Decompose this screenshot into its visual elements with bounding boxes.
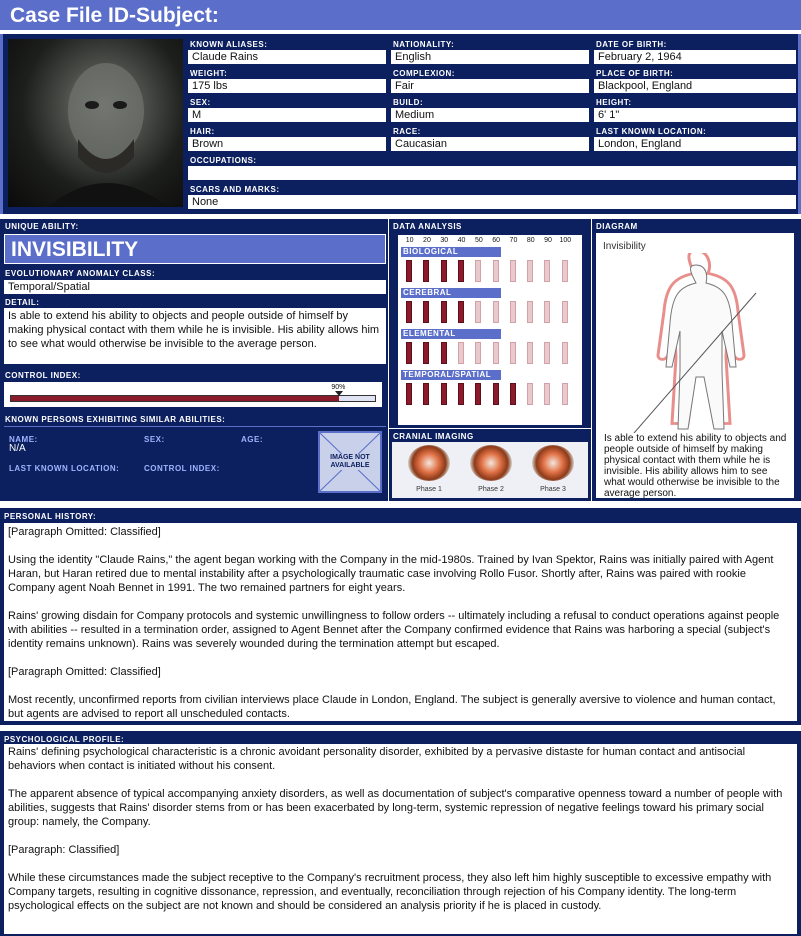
analysis-bar <box>527 301 533 323</box>
analysis-tick: 40 <box>457 237 466 244</box>
anomaly-class-label: EVOLUTIONARY ANOMALY CLASS: <box>5 269 156 278</box>
page-title: Case File ID-Subject: <box>0 0 801 32</box>
diagram-panel <box>592 219 801 501</box>
control-index-fill <box>11 396 339 401</box>
image-not-available-text: IMAGE NOT AVAILABLE <box>324 454 376 470</box>
profile-field-value: Claude Rains <box>188 50 386 64</box>
analysis-category: CEREBRAL <box>401 288 501 298</box>
analysis-bar <box>441 383 447 405</box>
portrait-icon <box>8 39 183 207</box>
control-index-value: 90% <box>331 384 346 391</box>
analysis-tick: 30 <box>440 237 449 244</box>
analysis-bar <box>458 301 464 323</box>
analysis-bar <box>475 301 481 323</box>
analysis-bar <box>441 342 447 364</box>
analysis-bar <box>544 301 550 323</box>
analysis-bar <box>510 260 516 282</box>
analysis-bar <box>510 383 516 405</box>
phase-label: Phase 3 <box>540 486 566 493</box>
analysis-tick: 20 <box>423 237 431 244</box>
analysis-bar <box>441 301 447 323</box>
profile-field-label: HEIGHT: <box>596 98 632 107</box>
profile-field-label: RACE: <box>393 127 421 136</box>
paragraph: The apparent absence of typical accompanying anxiety disorders, as well as documentation of subject's comparative openness toward a number of people with abilities, suggests that Rains' disorder stems from or has been exacerbated by long-term, systemic repression of negative feelings toward his primary social group: namely, the Company. <box>8 788 786 828</box>
analysis-category: ELEMENTAL <box>401 329 501 339</box>
analysis-bar <box>423 301 429 323</box>
brain-scan-icon <box>470 445 512 481</box>
analysis-bar <box>544 260 550 282</box>
analysis-bar <box>544 383 550 405</box>
brain-scan-icon <box>532 445 574 481</box>
similar-name-label: NAME: <box>9 435 38 444</box>
analysis-bar <box>458 383 464 405</box>
analysis-category: TEMPORAL/SPATIAL <box>401 370 501 380</box>
profile-field-label: LAST KNOWN LOCATION: <box>596 127 707 136</box>
profile-field-label: SEX: <box>190 98 211 107</box>
analysis-tick: 50 <box>474 237 483 244</box>
psych-panel <box>0 731 801 936</box>
profile-field-value: Brown <box>188 137 386 151</box>
paragraph: [Paragraph: Classified] <box>8 844 120 856</box>
profile-field-label: BUILD: <box>393 98 424 107</box>
analysis-tick: 60 <box>492 237 501 244</box>
diagram-title: DIAGRAM <box>596 222 638 231</box>
profile-field-value: Medium <box>391 108 589 122</box>
profile-field-label: DATE OF BIRTH: <box>596 40 667 49</box>
phase-label: Phase 2 <box>478 486 504 493</box>
ability-detail: Is able to extend his ability to objects and people outside of himself by making physical contact with them while he is invisible. His ability allows him to see what would otherwise be invisible to the average person. <box>4 308 386 364</box>
body-diagram-icon <box>616 253 776 433</box>
anomaly-class-value: Temporal/Spatial <box>4 280 386 294</box>
profile-field-value: Caucasian <box>391 137 589 151</box>
paragraph: Most recently, unconfirmed reports from civilian interviews place Claude in London, England. The subject is generally aversive to violence and human contact, but agents are advised to report all unscheduled contacts. <box>8 694 779 720</box>
analysis-bar <box>406 301 412 323</box>
paragraph: [Paragraph Omitted: Classified] <box>8 666 161 678</box>
scars-label: SCARS AND MARKS: <box>190 185 280 194</box>
analysis-bar <box>562 383 568 405</box>
diagram-text: Is able to extend his ability to objects and people outside of himself by making physical contact with them while he is invisible. His ability allows him to see what would otherwise be invisible to the average person. <box>604 433 787 499</box>
analysis-bar <box>562 301 568 323</box>
unique-ability-label: UNIQUE ABILITY: <box>5 222 79 231</box>
analysis-bar <box>562 260 568 282</box>
profile-field-value: M <box>188 108 386 122</box>
psych-title: PSYCHOLOGICAL PROFILE: <box>4 735 125 744</box>
ability-panel <box>0 219 388 501</box>
psych-text <box>4 744 797 934</box>
data-analysis-box <box>398 235 582 425</box>
profile-field-label: WEIGHT: <box>190 69 228 78</box>
similar-age-label: AGE: <box>241 435 263 444</box>
similar-sex-label: SEX: <box>144 435 165 444</box>
similar-box <box>4 426 386 497</box>
similar-control-label: CONTROL INDEX: <box>144 464 220 473</box>
analysis-bar <box>441 260 447 282</box>
profile-field-label: PLACE OF BIRTH: <box>596 69 674 78</box>
data-analysis-panel <box>389 219 591 428</box>
profile-field-value: 6' 1" <box>594 108 796 122</box>
analysis-bar <box>562 342 568 364</box>
profile-field-value: 175 lbs <box>188 79 386 93</box>
analysis-bar <box>458 342 464 364</box>
analysis-bar <box>475 383 481 405</box>
analysis-bar <box>493 383 499 405</box>
analysis-bar <box>493 260 499 282</box>
profile-field-label: COMPLEXION: <box>393 69 455 78</box>
similar-name-value: N/A <box>9 443 26 454</box>
profile-field-label: HAIR: <box>190 127 215 136</box>
analysis-bar <box>406 260 412 282</box>
paragraph: [Paragraph Omitted: Classified] <box>8 526 161 538</box>
similar-location-label: LAST KNOWN LOCATION: <box>9 464 120 473</box>
diagram-box <box>596 233 794 498</box>
paragraph: Rains' defining psychological characteristic is a chronic avoidant personality disorder, exhibited by a pervasive distaste for human contact and antisocial behaviors when contact is initiated without his consent. <box>8 746 749 772</box>
analysis-bar <box>406 383 412 405</box>
cranial-panel <box>389 429 591 501</box>
analysis-tick: 80 <box>526 237 535 244</box>
analysis-bar <box>475 342 481 364</box>
detail-label: DETAIL: <box>5 298 40 307</box>
profile-field-value: Blackpool, England <box>594 79 796 93</box>
analysis-tick: 100 <box>559 237 572 244</box>
analysis-bar <box>510 301 516 323</box>
analysis-category: BIOLOGICAL <box>401 247 501 257</box>
profile-field-value: London, England <box>594 137 796 151</box>
analysis-bar <box>458 260 464 282</box>
analysis-bar <box>493 342 499 364</box>
control-index-label: CONTROL INDEX: <box>5 371 81 380</box>
phase-label: Phase 1 <box>416 486 442 493</box>
analysis-bar <box>475 260 481 282</box>
control-index-track <box>10 395 376 402</box>
analysis-bar <box>527 260 533 282</box>
control-index-box <box>4 382 382 407</box>
occupations-label: OCCUPATIONS: <box>190 156 257 165</box>
cranial-box <box>392 442 588 498</box>
analysis-bar <box>423 383 429 405</box>
ability-name: INVISIBILITY <box>4 234 386 264</box>
profile-field-value: Fair <box>391 79 589 93</box>
data-analysis-title: DATA ANALYSIS <box>393 222 462 231</box>
brain-scan-icon <box>408 445 450 481</box>
diagram-caption: Invisibility <box>603 241 646 252</box>
similar-title: KNOWN PERSONS EXHIBITING SIMILAR ABILITIES: <box>5 415 226 424</box>
analysis-bar <box>493 301 499 323</box>
analysis-bar <box>544 342 550 364</box>
profile-field-value: February 2, 1964 <box>594 50 796 64</box>
analysis-bar <box>423 260 429 282</box>
paragraph: While these circumstances made the subject receptive to the Company's recruitment process, they also left him highly susceptible to excessive empathy with Company targets, resulting in cognitive dissonance, repression, and eventually, reconciliation through rejection of his Company identity. The long-term psychological effects on the subject are not known and should be considered an analysis priority if he is placed in custody. <box>8 872 775 912</box>
paragraph: Rains' growing disdain for Company protocols and systemic unwillingness to follow orders -- ultimately including a refusal to conduct operations against people with abilities -- resulted in a termination order, assigned to Agent Bennet after the Company confirmed evidence that Rains was harboring a special (subject's identity remains unknown). Rains was severely wounded during the termination attempt but escaped. <box>8 610 783 650</box>
control-index-marker <box>335 391 343 396</box>
paragraph: Using the identity "Claude Rains," the agent began working with the Company in the mid-1980s. Trained by Ivan Spektor, Rains was initially paired with Agent Haran, but Haran retired due to mental instability after a psychologically traumatic case involving Rollo Fusor. Shortly after, Rains was paired with rookie Company agent Noah Bennet in 1991. The two remained partners for eight years. <box>8 554 777 594</box>
analysis-bar <box>527 342 533 364</box>
profile-panel <box>0 34 801 214</box>
image-not-available <box>318 431 382 493</box>
occupations-value <box>188 166 796 180</box>
analysis-tick: 10 <box>405 237 414 244</box>
cranial-title: CRANIAL IMAGING <box>393 432 474 441</box>
history-title: PERSONAL HISTORY: <box>4 512 97 521</box>
profile-field-label: KNOWN ALIASES: <box>190 40 268 49</box>
subject-photo <box>8 39 183 207</box>
analysis-bar <box>406 342 412 364</box>
analysis-tick: 90 <box>544 237 552 244</box>
analysis-bar <box>527 383 533 405</box>
analysis-tick: 70 <box>509 237 518 244</box>
scars-value: None <box>188 195 796 209</box>
profile-field-label: NATIONALITY: <box>393 40 455 49</box>
profile-field-value: English <box>391 50 589 64</box>
analysis-bar <box>423 342 429 364</box>
history-text <box>4 523 797 721</box>
history-panel <box>0 508 801 725</box>
analysis-bar <box>510 342 516 364</box>
